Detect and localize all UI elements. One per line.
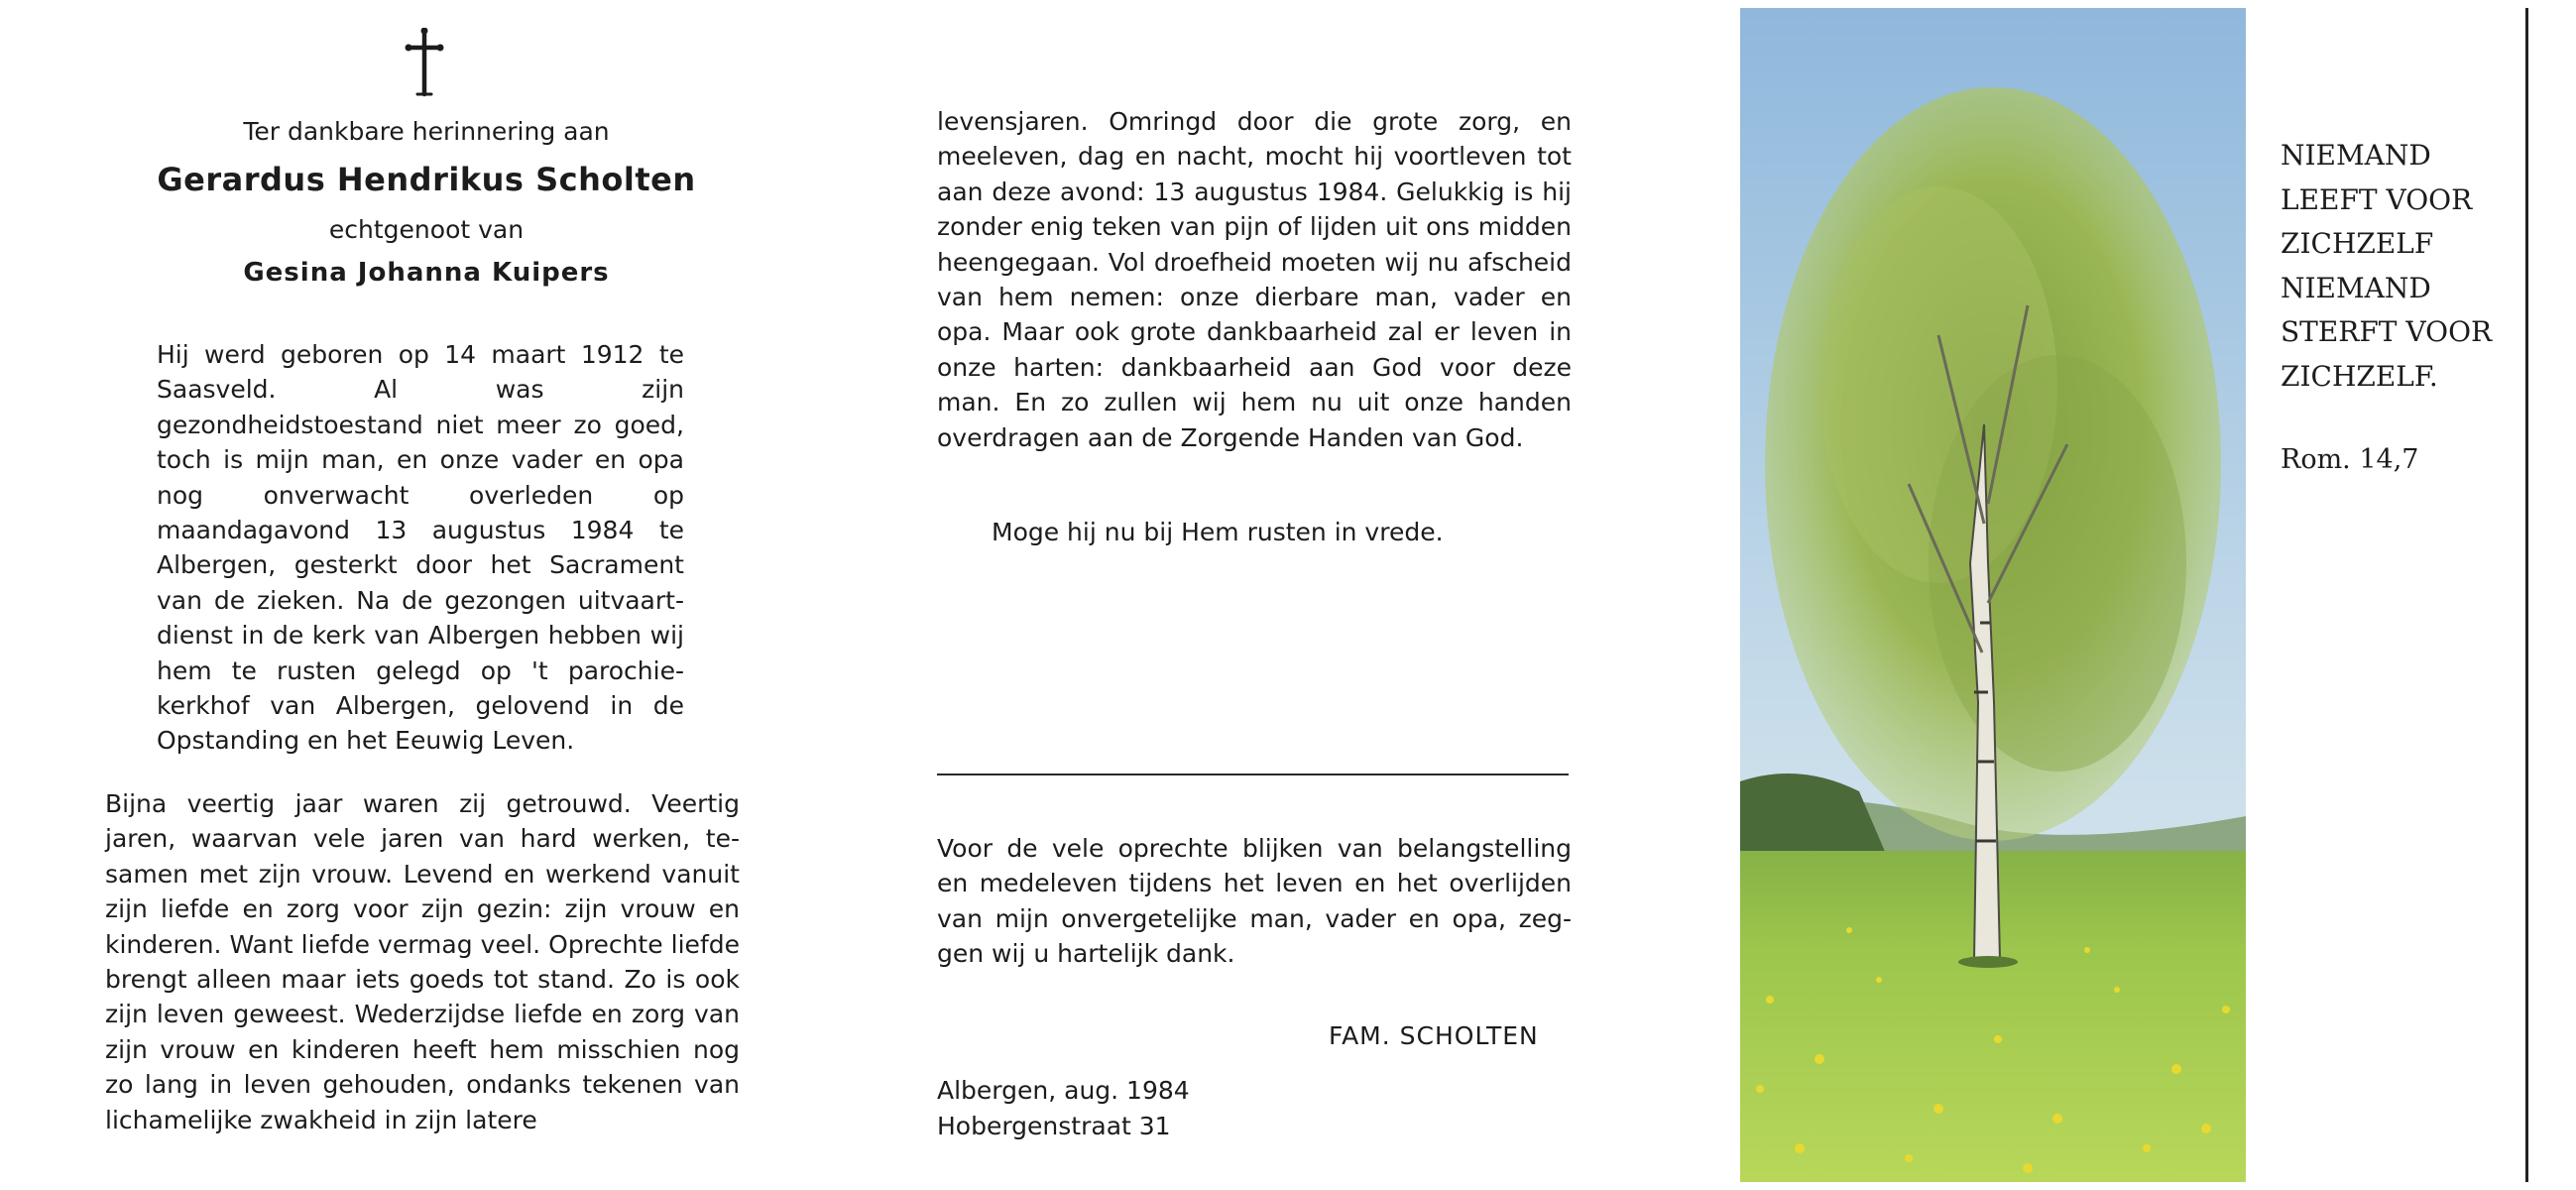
spouse-label: echtgenoot van	[328, 215, 525, 244]
family-signature: FAM. SCHOLTEN	[1329, 1021, 1539, 1050]
spouse-name: Gesina Johanna Kuipers	[243, 258, 610, 288]
biography-paragraph: Hij werd geboren op 14 maart 1912 te Saasveld. Al was zijn gezondheidstoestand niet meer zo goed, toch is mijn man, en onze vader en opa nog onverwacht overleden op maandagavond 13 augustus 1984 te Albergen, gesterkt door het Sacrament van de zieken. Na de gezongen uitvaartdienst in de kerk van Albergen hebben wij hem te rusten gelegd op 't parochiekerkhof van Albergen, gelovend in de Opstanding en het Eeuwig Leven.	[157, 340, 684, 756]
photo-illustration	[1740, 8, 2246, 1182]
deceased-name: Gerardus Hendrikus Scholten	[157, 161, 696, 198]
place-block	[937, 1073, 1190, 1144]
closing-line: Moge hij nu bij Hem rusten in vrede.	[992, 518, 1444, 546]
thanks-paragraph: Voor de vele oprechte blijken van belangstelling en medeleven tijdens het leven en het overlijden van mijn onvergetelijke man, vader en opa, zeggen wij u hartelijk dank.	[937, 834, 1572, 969]
verse-reference: Rom. 14,7	[2281, 444, 2419, 475]
birch-tree-photo	[1740, 8, 2246, 1182]
bible-verse	[2281, 134, 2518, 399]
verse-line: STERFT VOOR	[2281, 315, 2493, 348]
verse-line: NIEMAND	[2281, 139, 2431, 172]
verse-line: LEEFT VOOR	[2281, 182, 2473, 216]
tree-shadow	[1958, 956, 2018, 968]
place-date: Albergen, aug. 1984	[937, 1076, 1190, 1105]
divider	[937, 774, 1569, 775]
memorial-paragraph: levensjaren. Omringd door die grote zorg, en meeleven, dag en nacht, mocht hij voortleven tot aan deze avond: 13 augustus 1984. Gelukkig is hij zonder enig teken van pijn of lijden uit ons midden heengegaan. Vol droefheid moeten wij nu afscheid van hem nemen: onze dierbare man, vader en opa. Maar ook grote dankbaarheid zal er leven in onze harten: dankbaarheid aan God voor deze man. En zo zullen wij hem nu uit onze handen overdragen aan de Zorgende Handen van God.	[937, 107, 1572, 452]
verse-line: ZICHZELF.	[2281, 359, 2438, 393]
verse-line: ZICHZELF	[2281, 227, 2434, 260]
right-edge-line	[2525, 8, 2528, 1182]
intro-text: Ter dankbare herinnering aan	[243, 117, 610, 146]
verse-line: NIEMAND	[2281, 271, 2431, 304]
marriage-paragraph: Bijna veertig jaar waren zij getrouwd. Veertig jaren, waarvan vele jaren van hard werken, tesamen met zijn vrouw. Levend en werkend vanuit zijn liefde en zorg voor zijn gezin: zijn vrouw en kinderen. Want liefde vermag veel. Oprechte liefde brengt alleen maar iets goeds tot stand. Zo is ook zijn leven geweest. Wederzijdse liefde en zorg van zijn vrouw en kinderen heeft hem misschien nog zo lang in leven gehouden, ondanks tekenen van lichamelijke zwakheid in zijn latere	[105, 789, 740, 1134]
card-panel-left	[0, 0, 833, 1190]
address: Hobergenstraat 31	[937, 1112, 1171, 1140]
cross-icon	[400, 28, 449, 97]
